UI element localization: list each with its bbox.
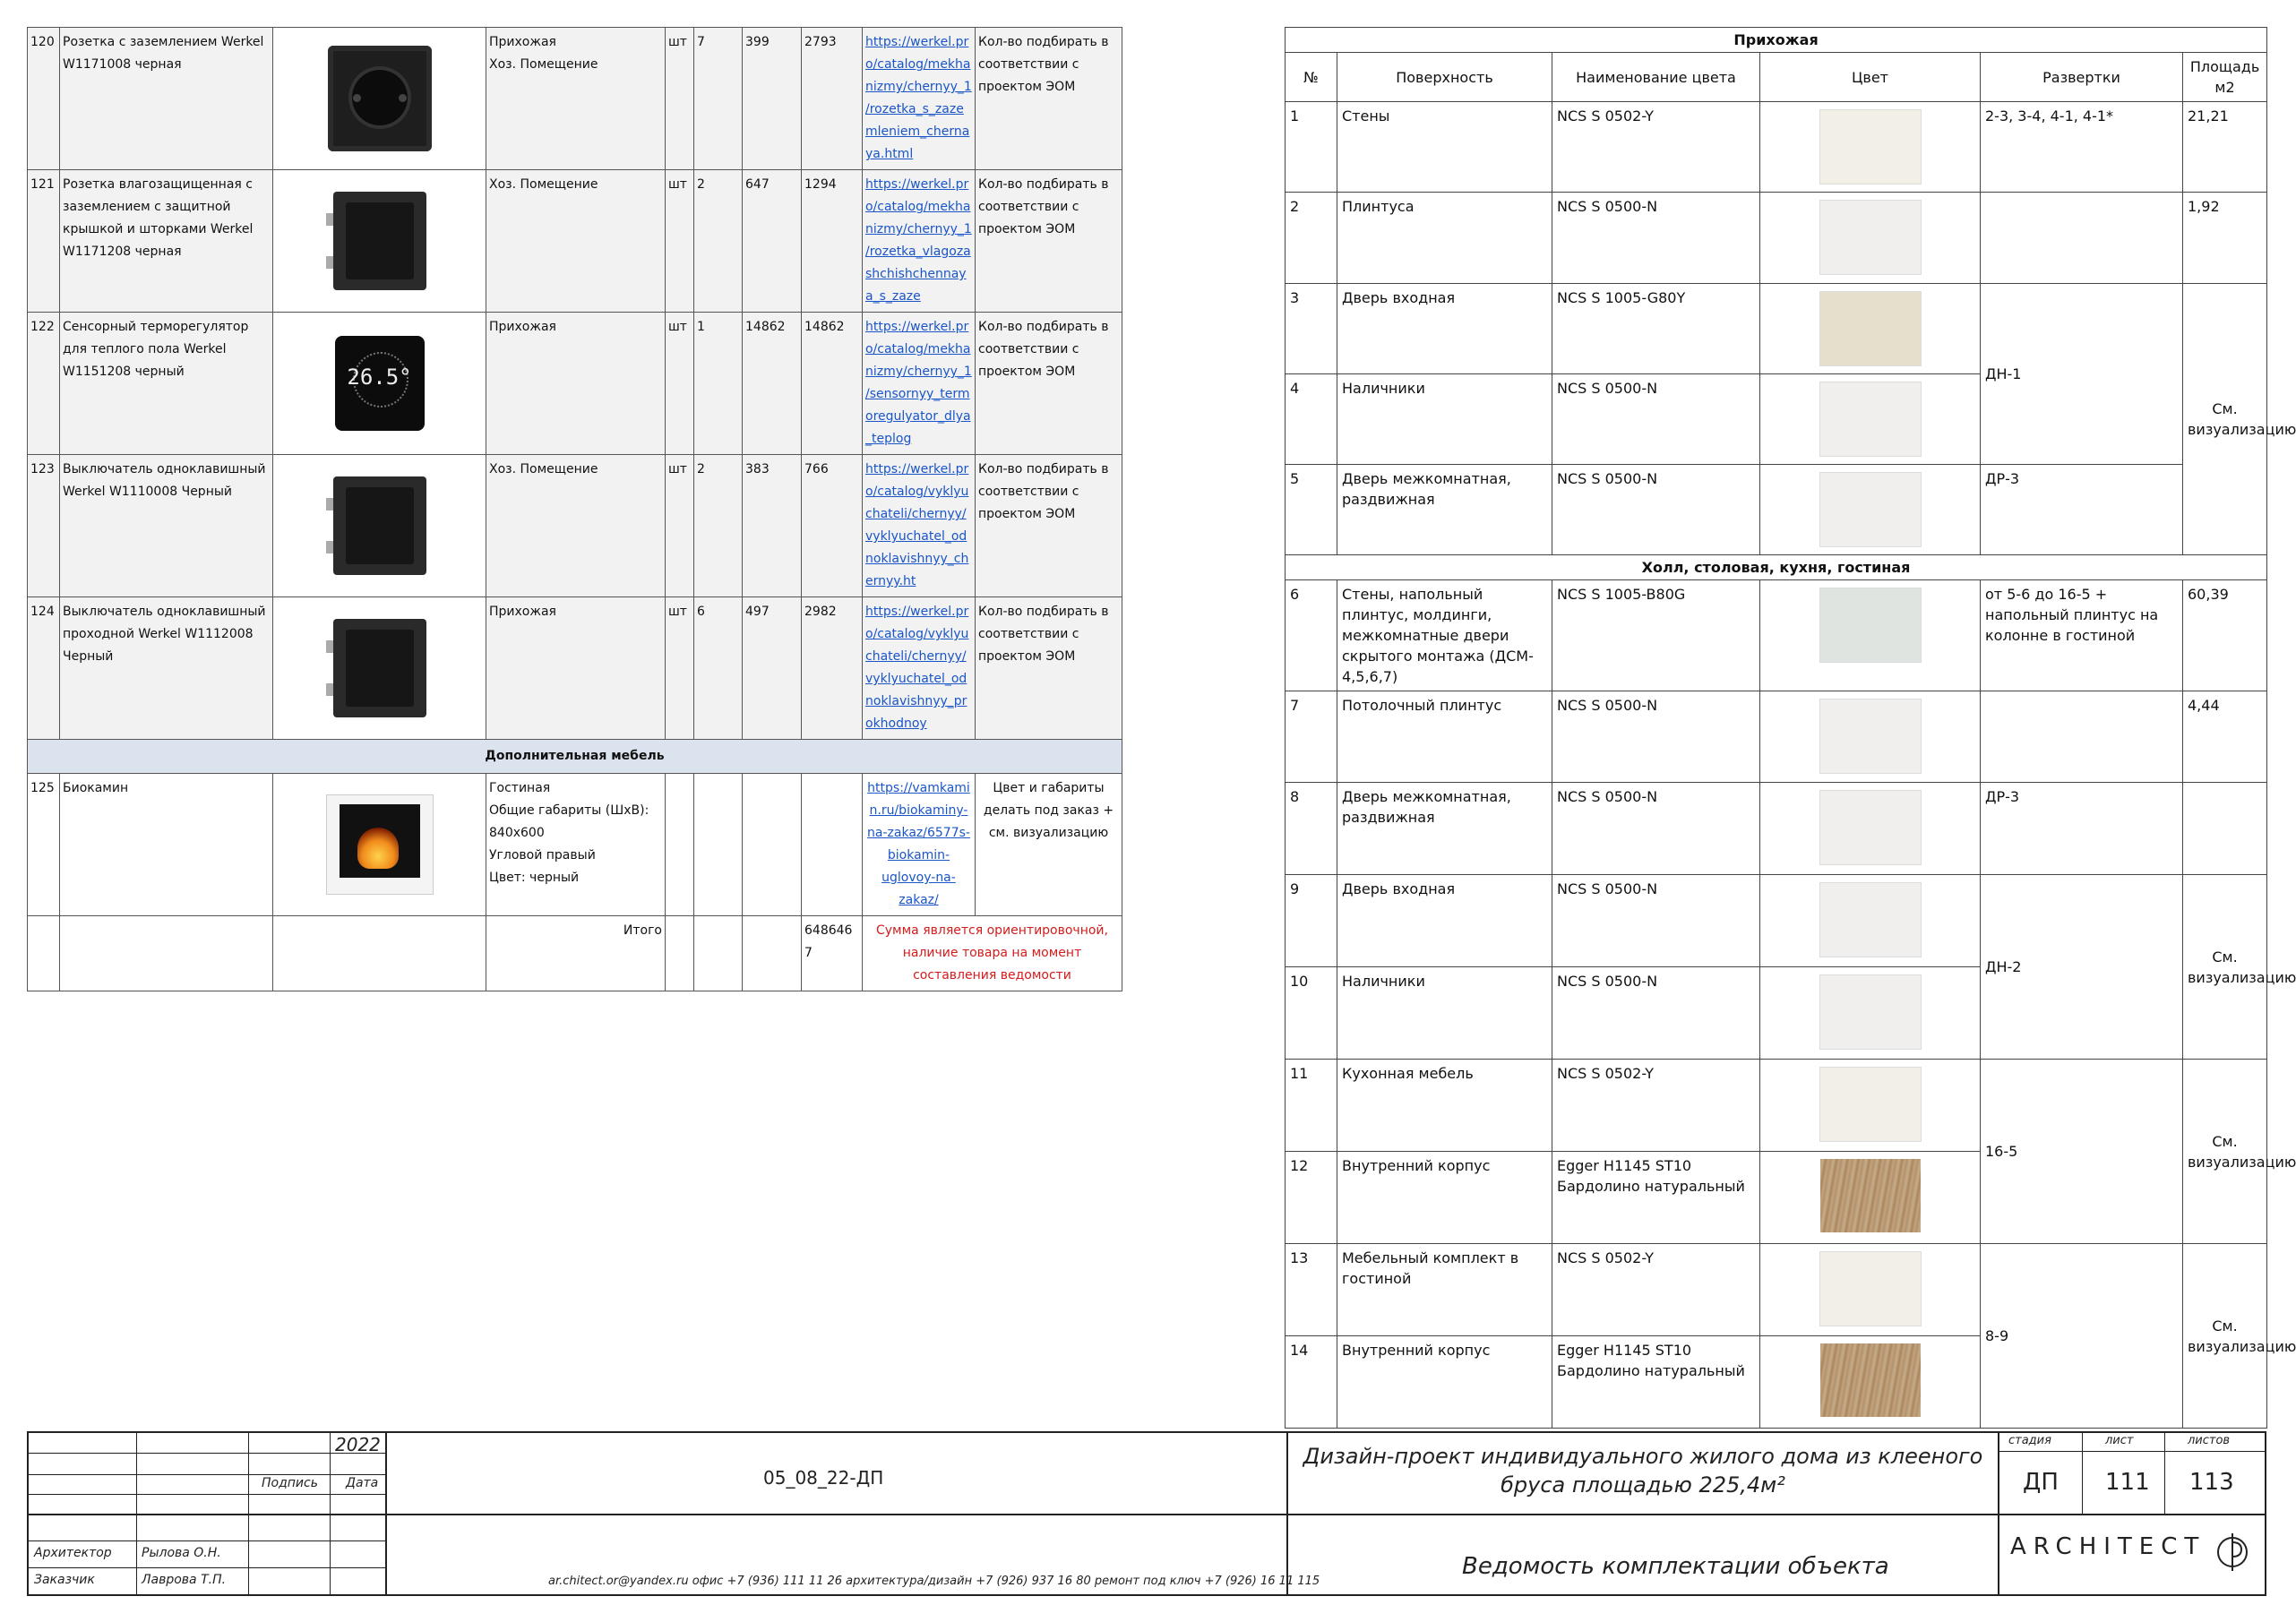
- surface: Потолочный плинтус: [1337, 691, 1552, 783]
- col-header-color: Цвет: [1760, 53, 1981, 102]
- product-room: Хоз. Помещение: [486, 170, 666, 313]
- row-number: 125: [28, 774, 60, 916]
- color-name: NCS S 0500-N: [1552, 691, 1760, 783]
- area-see-visual: См. визуализацию: [2183, 284, 2267, 555]
- row-number: 121: [28, 170, 60, 313]
- logo: [2010, 1533, 2206, 1560]
- color-swatch: [1819, 699, 1922, 774]
- layouts: 16-5: [1981, 1060, 2183, 1244]
- header-row: [1286, 53, 2267, 102]
- project-title: Дизайн-проект индивидуального жилого дома из клееного бруса площадью 225,4м²: [1303, 1444, 1983, 1498]
- product-room: Прихожая: [486, 597, 666, 740]
- section-header: [1286, 555, 2267, 580]
- color-swatch: [1819, 882, 1922, 957]
- product-room: Прихожая: [486, 313, 666, 455]
- color-swatch: [1820, 1343, 1921, 1417]
- product-name: Сенсорный терморегулятор для теплого пола Werkel W1151208 черный: [60, 313, 273, 455]
- quantity: 6: [694, 597, 743, 740]
- table-row: [28, 313, 1122, 455]
- sheets-label: листов: [2188, 1434, 2231, 1447]
- logo-text: ARCHITECT: [2010, 1533, 2206, 1560]
- table-row: [1286, 465, 2267, 555]
- product-image: [273, 774, 486, 916]
- color-name: Egger H1145 ST10 Бардолино натуральный: [1552, 1336, 1760, 1429]
- product-image: [273, 597, 486, 740]
- product-image: [273, 313, 486, 455]
- layouts: ДН-2: [1981, 875, 2183, 1060]
- color-name: NCS S 0500-N: [1552, 374, 1760, 465]
- section-title: Прихожая: [1286, 28, 2267, 53]
- note: Кол-во подбирать в соответствии с проектом ЭОМ: [976, 313, 1122, 455]
- fireplace-icon: [326, 794, 434, 895]
- surface: Наличники: [1337, 374, 1552, 465]
- total-sum: 6486467: [802, 916, 863, 991]
- sum: 1294: [802, 170, 863, 313]
- color-swatch: [1819, 588, 1922, 663]
- product-room: Гостиная Общие габариты (ШхВ): 840х600 Угловой правый Цвет: черный: [486, 774, 666, 916]
- row-number: 2: [1286, 193, 1337, 284]
- surface: Внутренний корпус: [1337, 1336, 1552, 1429]
- unit: шт: [666, 455, 694, 597]
- color-name: NCS S 0502-Y: [1552, 1244, 1760, 1336]
- note: Кол-во подбирать в соответствии с проектом ЭОМ: [976, 597, 1122, 740]
- row-number: 8: [1286, 783, 1337, 875]
- layouts: [1981, 691, 2183, 783]
- product-image: [273, 28, 486, 170]
- row-number: 5: [1286, 465, 1337, 555]
- sheet-label: лист: [2105, 1434, 2134, 1447]
- surface: Стены: [1337, 102, 1552, 193]
- architect-role: Архитектор: [34, 1546, 112, 1560]
- row-number: 4: [1286, 374, 1337, 465]
- product-image: [273, 170, 486, 313]
- date-label: Дата: [346, 1476, 379, 1490]
- color-cell: [1760, 967, 1981, 1060]
- sheet-title: Ведомость комплектации объекта: [1462, 1553, 1889, 1580]
- socket-icon: [328, 46, 432, 151]
- product-table: [27, 27, 1122, 991]
- price: 497: [743, 597, 802, 740]
- table-row: [1286, 691, 2267, 783]
- sum: 14862: [802, 313, 863, 455]
- product-link[interactable]: https://vamkamin.ru/biokaminy-na-zakaz/6577s-biokamin-uglovoy-na-zakaz/: [863, 774, 976, 916]
- color-name: NCS S 0500-N: [1552, 875, 1760, 967]
- color-name: NCS S 0500-N: [1552, 967, 1760, 1060]
- color-name: NCS S 0502-Y: [1552, 1060, 1760, 1152]
- sign-label: Подпись: [262, 1476, 318, 1490]
- section-header: [1286, 28, 2267, 53]
- layouts: ДР-3: [1981, 465, 2183, 555]
- sum: 766: [802, 455, 863, 597]
- color-name: Egger H1145 ST10 Бардолино натуральный: [1552, 1152, 1760, 1244]
- sum: 2982: [802, 597, 863, 740]
- total-label: Итого: [486, 916, 666, 991]
- switch-icon: [333, 192, 426, 290]
- product-link[interactable]: https://werkel.pro/catalog/vyklyuchateli/chernyy/vyklyuchatel_odnoklavishnyy_prokhodnoy: [863, 597, 976, 740]
- note: Кол-во подбирать в соответствии с проектом ЭОМ: [976, 455, 1122, 597]
- table-row: [1286, 580, 2267, 691]
- customer-role: Заказчик: [34, 1573, 95, 1587]
- table-row: [28, 774, 1122, 916]
- layouts: ДН-1: [1981, 284, 2183, 465]
- switch-icon: [333, 476, 426, 575]
- sum: 2793: [802, 28, 863, 170]
- area: 60,39: [2183, 580, 2267, 691]
- surface: Стены, напольный плинтус, молдинги, межкомнатные двери скрытого монтажа (ДСМ- 4,5,6,7): [1337, 580, 1552, 691]
- price: 647: [743, 170, 802, 313]
- table-row: [1286, 193, 2267, 284]
- col-header-surface: Поверхность: [1337, 53, 1552, 102]
- col-header-num: №: [1286, 53, 1337, 102]
- color-cell: [1760, 1336, 1981, 1429]
- color-name: NCS S 0502-Y: [1552, 102, 1760, 193]
- group-header-row: [28, 740, 1122, 774]
- surface: Плинтуса: [1337, 193, 1552, 284]
- table-row: [1286, 1244, 2267, 1336]
- color-name: NCS S 0500-N: [1552, 465, 1760, 555]
- switch-icon: [333, 619, 426, 717]
- product-link[interactable]: https://werkel.pro/catalog/mekhanizmy/chernyy_1/sensornyy_termoregulyator_dlya_teplog: [863, 313, 976, 455]
- table-row: [28, 597, 1122, 740]
- color-swatch: [1820, 1159, 1921, 1232]
- product-room: Прихожая Хоз. Помещение: [486, 28, 666, 170]
- project-code: 05_08_22-ДП: [763, 1467, 884, 1489]
- quantity: 2: [694, 170, 743, 313]
- sheet-value: 111: [2105, 1469, 2150, 1496]
- color-table: [1285, 27, 2296, 1429]
- stage-value: ДП: [2023, 1469, 2059, 1496]
- row-number: 12: [1286, 1152, 1337, 1244]
- color-cell: [1760, 1152, 1981, 1244]
- area: 1,92: [2183, 193, 2267, 284]
- color-name: NCS S 1005-B80G: [1552, 580, 1760, 691]
- product-room: Хоз. Помещение: [486, 455, 666, 597]
- table-row: [28, 170, 1122, 313]
- sheets-value: 113: [2189, 1469, 2234, 1496]
- color-cell: [1760, 580, 1981, 691]
- surface: Дверь межкомнатная, раздвижная: [1337, 465, 1552, 555]
- color-swatch: [1819, 382, 1922, 457]
- unit: шт: [666, 597, 694, 740]
- total-note: Сумма является ориентировочной, наличие товара на момент составления ведомости: [863, 916, 1122, 991]
- layouts: ДР-3: [1981, 783, 2183, 875]
- color-cell: [1760, 193, 1981, 284]
- surface: Дверь входная: [1337, 284, 1552, 374]
- color-cell: [1760, 875, 1981, 967]
- surface: Дверь входная: [1337, 875, 1552, 967]
- price: 399: [743, 28, 802, 170]
- surface: Дверь межкомнатная, раздвижная: [1337, 783, 1552, 875]
- area: 21,21: [2183, 102, 2267, 193]
- row-number: 120: [28, 28, 60, 170]
- row-number: 10: [1286, 967, 1337, 1060]
- table-row: [1286, 102, 2267, 193]
- group-title: Дополнительная мебель: [28, 740, 1122, 774]
- color-swatch: [1819, 1067, 1922, 1142]
- table-row: [1286, 284, 2267, 374]
- color-swatch: [1819, 974, 1922, 1050]
- row-number: 13: [1286, 1244, 1337, 1336]
- area-see-visual: См. визуализацию: [2183, 875, 2267, 1060]
- color-cell: [1760, 691, 1981, 783]
- product-name: Розетка с заземлением Werkel W1171008 черная: [60, 28, 273, 170]
- layouts: [1981, 193, 2183, 284]
- row-number: 122: [28, 313, 60, 455]
- table-row: [1286, 1060, 2267, 1152]
- surface: Мебельный комплект в гостиной: [1337, 1244, 1552, 1336]
- table-row: [1286, 875, 2267, 967]
- area-see-visual: См. визуализацию: [2183, 1060, 2267, 1244]
- col-header-layouts: Развертки: [1981, 53, 2183, 102]
- surface: Кухонная мебель: [1337, 1060, 1552, 1152]
- layouts: 2-3, 3-4, 4-1, 4-1*: [1981, 102, 2183, 193]
- surface: Внутренний корпус: [1337, 1152, 1552, 1244]
- area: 4,44: [2183, 691, 2267, 783]
- layouts: 8-9: [1981, 1244, 2183, 1429]
- section-title: Холл, столовая, кухня, гостиная: [1286, 555, 2267, 580]
- color-cell: [1760, 374, 1981, 465]
- color-cell: [1760, 1060, 1981, 1152]
- note: Кол-во подбирать в соответствии с проектом ЭОМ: [976, 170, 1122, 313]
- unit: шт: [666, 313, 694, 455]
- product-name: Розетка влагозащищенная с заземлением с защитной крышкой и шторками Werkel W1171208 черная: [60, 170, 273, 313]
- price: 14862: [743, 313, 802, 455]
- title-block: [27, 1431, 2266, 1596]
- contacts: ar.chitect.or@yandex.ru офис +7 (936) 111 11 26 архитектура/дизайн +7 (926) 937 16 80 ремонт под ключ +7 (926) 16 11 115: [548, 1575, 1320, 1588]
- table-row: [28, 28, 1122, 170]
- note: Кол-во подбирать в соответствии с проектом ЭОМ: [976, 28, 1122, 170]
- color-cell: [1760, 102, 1981, 193]
- row-number: 11: [1286, 1060, 1337, 1152]
- row-number: 3: [1286, 284, 1337, 374]
- area-see-visual: См. визуализацию: [2183, 1244, 2267, 1429]
- color-swatch: [1819, 200, 1922, 275]
- table-row: [28, 455, 1122, 597]
- quantity: 2: [694, 455, 743, 597]
- year: 2022: [335, 1434, 381, 1455]
- row-number: 124: [28, 597, 60, 740]
- quantity: 7: [694, 28, 743, 170]
- color-cell: [1760, 783, 1981, 875]
- total-row: [28, 916, 1122, 991]
- unit: шт: [666, 28, 694, 170]
- color-name: NCS S 0500-N: [1552, 193, 1760, 284]
- architect-name: Рылова О.Н.: [142, 1546, 221, 1560]
- color-name: NCS S 0500-N: [1552, 783, 1760, 875]
- product-name: Биокамин: [60, 774, 273, 916]
- color-cell: [1760, 1244, 1981, 1336]
- thermostat-icon: 26.5°: [335, 336, 425, 431]
- price: 383: [743, 455, 802, 597]
- product-link[interactable]: https://werkel.pro/catalog/vyklyuchateli/chernyy/vyklyuchatel_odnoklavishnyy_chernyy.ht: [863, 455, 976, 597]
- color-swatch: [1819, 109, 1922, 185]
- unit: шт: [666, 170, 694, 313]
- product-link[interactable]: https://werkel.pro/catalog/mekhanizmy/chernyy_1/rozetka_s_zazemleniem_chernaya.html: [863, 28, 976, 170]
- color-cell: [1760, 284, 1981, 374]
- customer-name: Лаврова Т.П.: [142, 1573, 227, 1587]
- stage-label: стадия: [2008, 1434, 2051, 1447]
- color-name: NCS S 1005-G80Y: [1552, 284, 1760, 374]
- row-number: 6: [1286, 580, 1337, 691]
- color-swatch: [1819, 790, 1922, 865]
- row-number: 7: [1286, 691, 1337, 783]
- logo-mark-icon: [2214, 1530, 2250, 1575]
- surface: Наличники: [1337, 967, 1552, 1060]
- color-swatch: [1819, 1251, 1922, 1326]
- col-header-color-name: Наименование цвета: [1552, 53, 1760, 102]
- row-number: 1: [1286, 102, 1337, 193]
- table-row: [1286, 783, 2267, 875]
- product-link[interactable]: https://werkel.pro/catalog/mekhanizmy/chernyy_1/rozetka_vlagozashchishchennaya_s_zaze: [863, 170, 976, 313]
- row-number: 14: [1286, 1336, 1337, 1429]
- row-number: 123: [28, 455, 60, 597]
- note: Цвет и габариты делать под заказ + см. визуализацию: [976, 774, 1122, 916]
- col-header-area: Площадь м2: [2183, 53, 2267, 102]
- layouts: от 5-6 до 16-5 + напольный плинтус на колонне в гостиной: [1981, 580, 2183, 691]
- row-number: 9: [1286, 875, 1337, 967]
- color-cell: [1760, 465, 1981, 555]
- product-image: [273, 455, 486, 597]
- color-swatch: [1819, 472, 1922, 547]
- quantity: 1: [694, 313, 743, 455]
- product-name: Выключатель одноклавишный проходной Werkel W1112008 Черный: [60, 597, 273, 740]
- color-swatch: [1819, 291, 1922, 366]
- product-name: Выключатель одноклавишный Werkel W1110008 Черный: [60, 455, 273, 597]
